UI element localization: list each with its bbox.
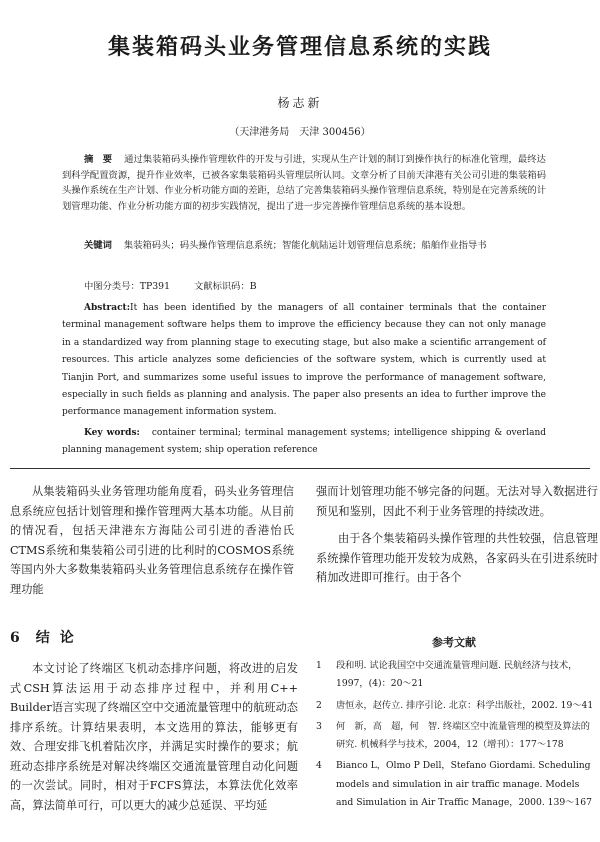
reference-item (316, 757, 598, 812)
reference-number: 3 (316, 720, 322, 732)
conclusion-paragraph: 本文讨论了终端区飞机动态排序问题，将改进的启发式CSH算法运用于动态排序过程中，并利用C++ Builder语言实现了终端区空中交通流量管理中的航班动态排序系统。计算结果表明，本文选用的算法，能够更有效、合理安排飞机着陆次序，并满足实时操作的要求；航班动态排序系统是对解决终端区交通流量管理自动化问题的一次尝试。同时，相对于FCFS算法，本算法优化效率高，算法简单可行，可以更大的减少总延误、平均延 (10, 662, 298, 812)
abstract-cn (62, 152, 546, 214)
keywords-cn-label: 关键词 (84, 240, 112, 251)
clc-number: 中图分类号：TP391 (84, 281, 170, 292)
body-column-left (10, 482, 294, 599)
references-heading: 参考文献 (432, 636, 476, 649)
reference-item (316, 718, 598, 755)
reference-item (316, 697, 598, 715)
section-heading (10, 627, 84, 647)
abstract-en-label: Abstract: (84, 303, 131, 313)
abstract-cn-text: 通过集装箱码头操作管理软件的开发与引进，实现从生产计划的制订到操作执行的标准化管理，最终达到科学配置资源，提升作业效率，已被各家集装箱码头管理层所认同。文章分析了目前天津港有关公司引进的集装箱码头操作系统在生产计划、作业分析功能方面的差距，总结了完善集装箱码头操作管理信息系统，特别是在完善系统的计划管理功能、作业分析功能方面的初步实践情况，提出了进一步完善操作管理信息系统的基本设想。 (62, 154, 546, 212)
body-paragraph: 从集装箱码头业务管理功能角度看，码头业务管理信息系统应包括计划管理和操作管理两大基本功能。从目前的情况看，包括天津港东方海陆公司引进的香港怡氏CTMS系统和集装箱公司引进的比利时的COSMOS系统等国内外大多数集装箱码头业务管理信息系统存在操作管理功能 (10, 485, 294, 596)
reference-number: 1 (316, 660, 322, 671)
body-paragraph: 由于各个集装箱码头操作管理的共性较强，信息管理系统操作管理功能开发较为成熟，各家码头在引进系统时稍加改进即可推行。由于各个 (316, 532, 598, 584)
abstract-en (62, 300, 546, 422)
author: 杨志新 (277, 96, 323, 110)
reference-item (316, 657, 598, 694)
affiliation: （天津港务局 天津 300456） (229, 127, 371, 138)
classification (84, 279, 524, 295)
section-divider (10, 468, 590, 469)
keywords-cn-text: 集装箱码头；码头操作管理信息系统；智能化航陆运计划管理信息系统；船舶作业指导书 (123, 240, 487, 251)
keywords-cn (62, 238, 568, 254)
reference-text: Bianco L，Olmo P Dell，Stefano Giordami. Scheduling models and simulation in air traffic manage. Models and Simulation in Air Traffic Manage，2000. 139～167 (336, 760, 592, 809)
section-title: 结论 (35, 630, 84, 646)
body-column-right (316, 482, 598, 588)
doc-code: 文献标识码：B (193, 281, 257, 292)
keywords-en-text: container terminal; terminal management systems; intelligence shipping & overland planning management system; ship operation reference (62, 428, 546, 456)
reference-number: 4 (316, 760, 322, 772)
abstract-en-text: It has been identified by the managers of all container terminals that the container terminal management software helps them to improve the efficiency because they can not only manage in a standardized way from planning stage to executing stage, but also make a scientific arrangement of resources. This article analyzes some deficiencies of the software system, which is currently used at Tianjin Port, and summarizes some useful issues to improve the performance of management software, especially in such fields as planning and analysis. The paper also presents an idea to further improve the performance management information system. (62, 303, 546, 418)
paper-title: 集装箱码头业务管理信息系统的实践 (107, 34, 492, 60)
reference-text: 何 新，高 超，何 智. 终端区空中流量管理的模型及算法的研究. 机械科学与技术，2004，12（增刊）：177～178 (336, 720, 590, 751)
reference-number: 2 (316, 699, 322, 711)
conclusion-column (10, 659, 298, 815)
section-number: 6 (10, 630, 20, 646)
references-list (316, 657, 598, 815)
keywords-en-label: Key words: (84, 428, 140, 438)
abstract-cn-label: 摘 要 (84, 154, 113, 165)
body-paragraph-continued: 强而计划管理功能不够完备的问题。无法对导入数据进行预见和鉴别，因此不利于业务管理的持续改进。 (316, 485, 598, 518)
reference-text: 段和明. 试论我国空中交通流量管理问题. 民航经济与技术，1997，(4)：20～21 (336, 660, 578, 690)
reference-text: 唐恒永，赵传立. 排序引论. 北京：科学出版社，2002. 19～41 (336, 699, 594, 711)
keywords-en (62, 425, 546, 460)
